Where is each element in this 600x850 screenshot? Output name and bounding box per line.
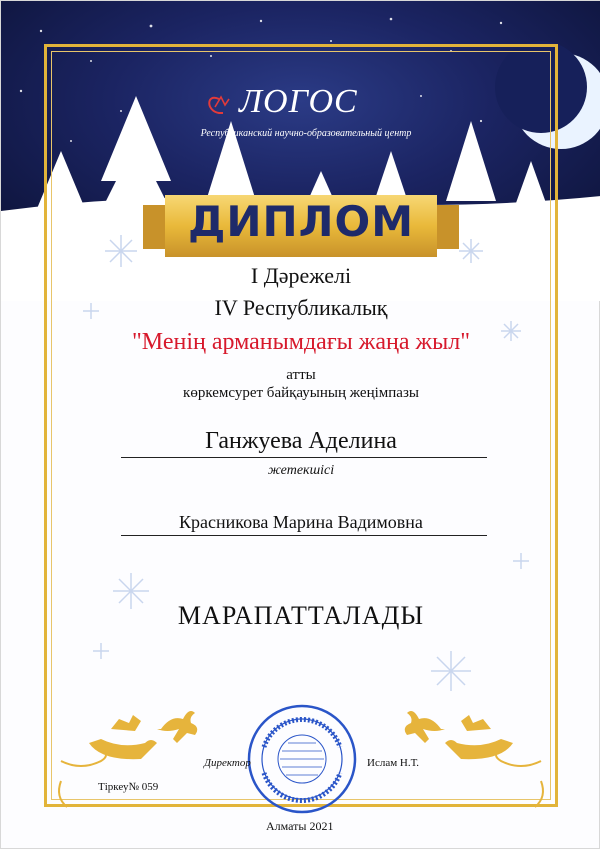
winner-line: көркемсурет байқауының жеңімпазы bbox=[183, 385, 419, 401]
diploma-title: ДИПЛОМ bbox=[187, 197, 415, 246]
supervisor-name: Красникова Марина Вадимовна bbox=[179, 512, 423, 532]
right-sleigh-icon bbox=[445, 739, 513, 759]
level-text: IV Республикалық bbox=[214, 295, 388, 320]
director-label: Директор bbox=[204, 757, 251, 769]
director-name: Ислам Н.Т. bbox=[367, 757, 419, 769]
official-stamp bbox=[246, 703, 358, 815]
registration-number: Тіркеу№ 059 bbox=[98, 781, 159, 793]
left-sleigh-icon bbox=[89, 739, 157, 759]
supervisor-label: жетекшісі bbox=[267, 463, 335, 478]
city-year: Алматы 2021 bbox=[266, 819, 334, 833]
atty-text: атты bbox=[286, 367, 316, 383]
degree-text: I Дәрежелі bbox=[250, 263, 352, 288]
recipient-name: Ганжуева Аделина bbox=[205, 428, 397, 454]
contest-title: "Менің арманымдағы жаңа жыл" bbox=[132, 329, 470, 355]
logo-subtitle: Республиканский научно-образовательный центр bbox=[200, 128, 412, 139]
left-reindeer-icon bbox=[157, 711, 197, 743]
right-reindeer-icon bbox=[405, 711, 445, 743]
awarded-text: МАРАПАТТАЛАДЫ bbox=[177, 601, 425, 630]
logo-name: ЛОГОС bbox=[239, 83, 358, 120]
